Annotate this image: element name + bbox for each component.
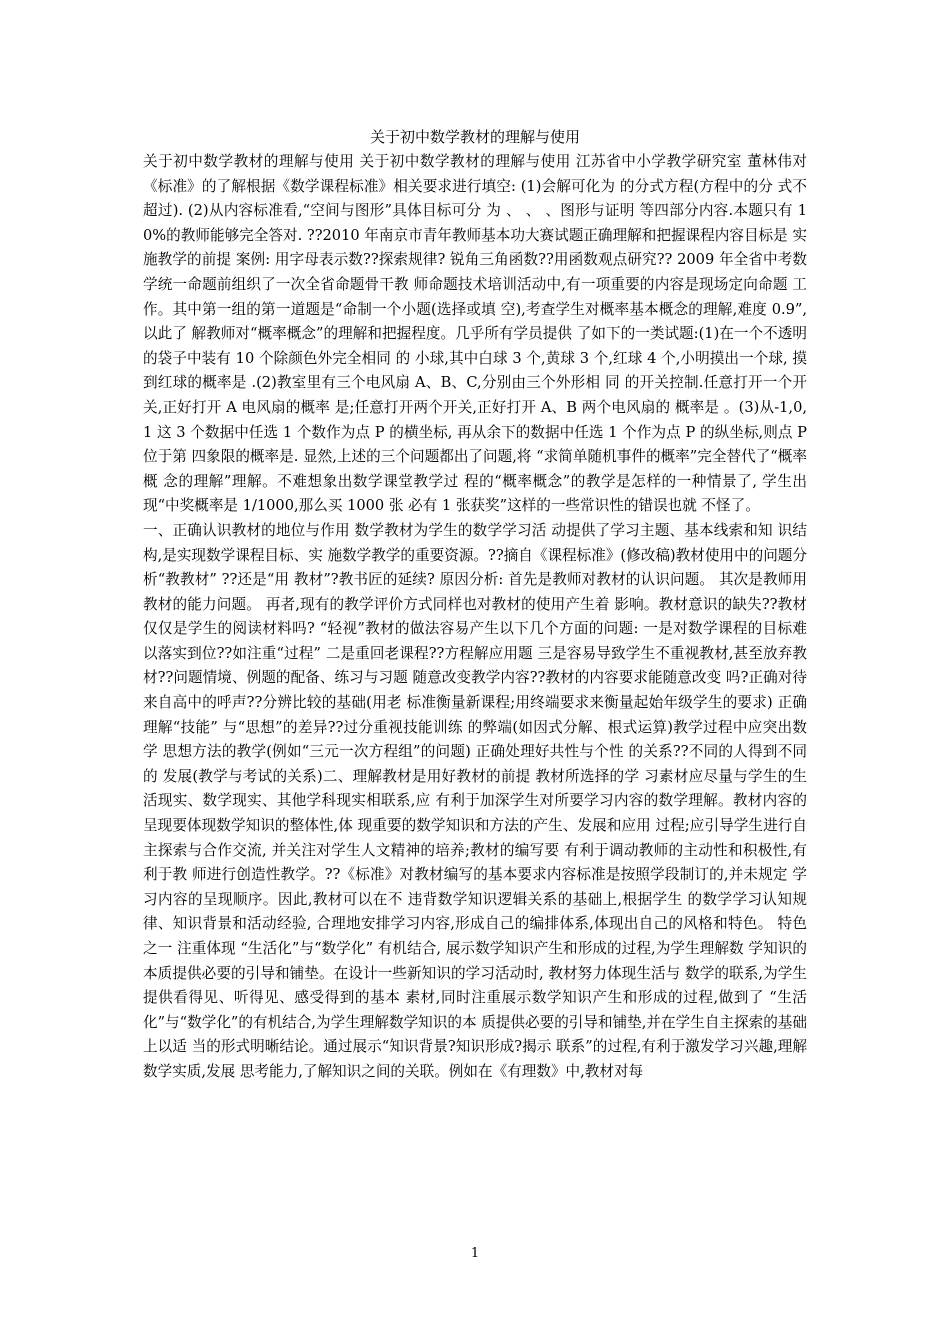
body-paragraph: 一、正确认识教材的地位与作用 数学教材为学生的数学学习活 动提供了学习主题、基本线索和知 识结构,是实现数学课程目标、实 施数学教学的重要资源。??摘自《课程标准》(修改稿)教材使用中的问题分析“教教材” ??还是“用 教材”?教书匠的延续? 原因分析: 首先是教师对教材的认识问题。 其次是教师用教材的能力问题。 再者,现有的教学评价方式同样也对教材的使用产生着 影响。教材意识的缺失??教材仅仅是学生的阅读材料吗? “轻视”教材的做法容易产生以下几个方面的问题: 一是对数学课程的目标难以落实到位??如注重“过程” 二是重回老课程??方程解应用题 三是容易导致学生不重视教材,甚至放弃教材??问题情境、例题的配备、练习与习题 随意改变教学内容??教材的内容要求能随意改变 吗?正确对待来自高中的呼声??分辨比较的基础(用老 标准衡量新课程;用终端要求来衡量起始年级学生的要求) 正确理解“技能” 与“思想”的差异??过分重视技能训练 的弊端(如因式分解、根式运算)教学过程中应突出数学 思想方法的教学(例如“三元一次方程组”的问题) 正确处理好共性与个性 的关系??不同的人得到不同的 发展(教学与考试的关系)二、理解教材是用好教材的前提 教材所选择的学 习素材应尽量与学生的生 活现实、数学现实、其他学科现实相联系,应 有利于加深学生对所要学习内容的数学理解。教材内容的呈现要体现数学知识的整体性,体 现重要的数学知识和方法的产生、发展和应用 过程;应引导学生进行自主探索与合作交流, 并关注对学生人文精神的培养;教材的编写要 有利于调动教师的主动性和积极性,有利于教 师进行创造性教学。??《标准》对教材编写的基本要求内容标准是按照学段制订的,并未规定 学习内容的呈现顺序。因此,教材可以在不 违背数学知识逻辑关系的基础上,根据学生 的数学学习认知规律、知识背景和活动经验, 合理地安排学习内容,形成自己的编排体系,体现出自己的风格和特色。 特色之一 注重体现 “生活化”与“数学化” 有机结合, 展示数学知识产生和形成的过程,为学生理解数 学知识的本质提供必要的引导和铺垫。在设计一些新知识的学习活动时, 教材努力体现生活与 数学的联系,为学生提供看得见、听得见、感受得到的基本 素材,同时注重展示数学知识产生和形成的过程,做到了 “生活化”与“数学化”的有机结合,为学生理解数学知识的本 质提供必要的引导和铺垫,并在学生自主探索的基础上以适 当的形式明晰结论。通过展示“知识背景?知识形成?揭示 联系”的过程,有利于激发学习兴趣,理解数学实质,发展 思考能力,了解知识之间的关联。例如在《有理数》中,教材对每 [143,521,807,1080]
document-body [143,150,807,1085]
body-paragraph: 关于初中数学教材的理解与使用 关于初中数学教材的理解与使用 江苏省中小学教学研究室 董林伟对《标准》的了解根据《数学课程标准》相关要求进行填空: (1)会解可化为 的分式方程(方程中的分 式不超过). (2)从内容标准看,“空间与图形”具体目标可分 为 、 、 、图形与证明 等四部分内容.本题只有 10%的教师能够完全答对. ??2010 年南京市青年教师基本功大赛试题正确理解和把握课程内容目标是 实施教学的前提 案例: 用字母表示数??探索规律? 锐角三角函数??用函数观点研究?? 2009 年全省中考数学统一命题前组织了一次全省命题骨干教 师命题技术培训活动中,有一项重要的内容是现场定向命题 工作。其中第一组的第一道题是“命制一个小题(选择或填 空),考查学生对概率基本概念的理解,难度 0.9”,以此了 解教师对“概率概念”的理解和把握程度。几乎所有学员提供 了如下的一类试题:(1)在一个不透明的袋子中装有 10 个除颜色外完全相同 的 小球,其中白球 3 个,黄球 3 个,红球 4 个,小明摸出一个球, 摸到红球的概率是 .(2)教室里有三个电风扇 A、B、C,分别由三个外形相 同 的开关控制.任意打开一个开关,正好打开 A 电风扇的概率 是;任意打开两个开关,正好打开 A、B 两个电风扇的 概率是 。(3)从-1,0,1 这 3 个数据中任选 1 个数作为点 P 的横坐标, 再从余下的数据中任选 1 个作为点 P 的纵坐标,则点 P 位于第 四象限的概率是. 显然,上述的三个问题都出了问题,将 “求简单随机事件的概率”完全替代了“概率概 念的理解”理解。不难想象出数学课堂教学过 程的“概率概念”的教学是怎样的一种情景了, 学生出现“中奖概率是 1/1000,那么买 1000 张 必有 1 张获奖”这样的一些常识性的错误也就 不怪了。 [143,153,807,515]
page-number: 1 [470,1246,480,1261]
document-title: 关于初中数学教材的理解与使用 [369,128,580,146]
